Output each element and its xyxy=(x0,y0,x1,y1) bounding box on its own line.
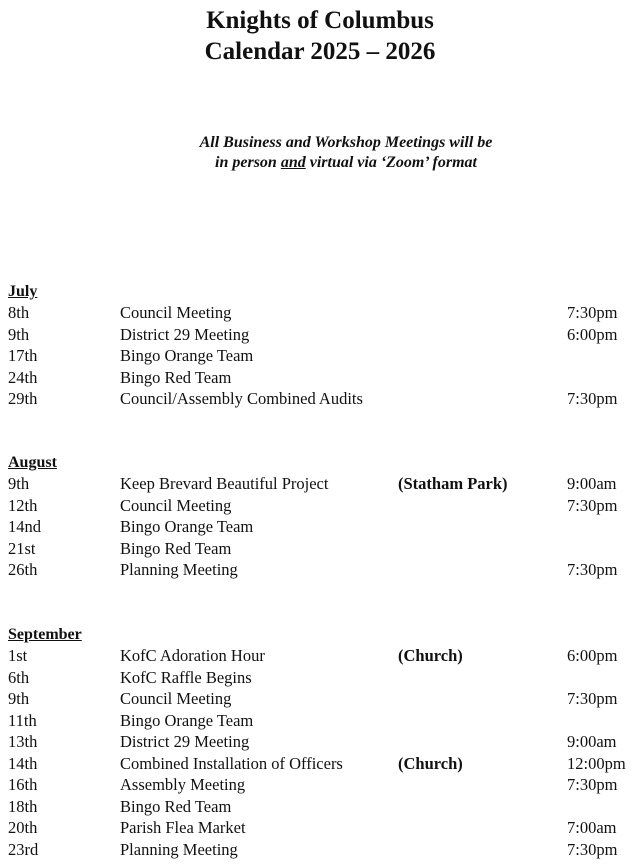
event-title: Bingo Orange Team xyxy=(120,346,254,365)
event-row xyxy=(8,473,638,495)
event-time: 7:30pm xyxy=(567,689,618,708)
event-title: Planning Meeting xyxy=(120,560,238,579)
month-heading: September xyxy=(8,626,82,643)
event-title: Combined Installation of Officers xyxy=(120,753,343,773)
event-time: 9:00am xyxy=(567,732,617,751)
event-location: (Church) xyxy=(398,646,463,665)
month-heading: August xyxy=(8,454,57,471)
event-title: Council Meeting xyxy=(120,303,232,322)
event-time: 7:30pm xyxy=(567,389,618,408)
event-date: 24th xyxy=(8,367,38,387)
event-row xyxy=(8,645,638,667)
meeting-note-line1: All Business and Workshop Meetings will be xyxy=(199,134,493,151)
event-date: 9th xyxy=(8,474,30,493)
event-date: 12th xyxy=(8,495,38,515)
event-row xyxy=(8,388,638,410)
month-section-august xyxy=(8,453,638,581)
document-subtitle: Calendar 2025 – 2026 xyxy=(204,38,436,65)
event-title: Council/Assembly Combined Audits xyxy=(120,389,363,408)
event-title: Council Meeting xyxy=(120,689,232,708)
event-row xyxy=(8,753,638,775)
event-date: 17th xyxy=(8,346,38,365)
meeting-note-post: virtual via ‘Zoom’ format xyxy=(305,154,477,171)
event-date: 26th xyxy=(8,560,38,579)
event-date: 18th xyxy=(8,796,38,816)
event-date: 13th xyxy=(8,732,38,751)
event-row xyxy=(8,774,638,796)
event-date: 21st xyxy=(8,538,36,558)
event-time: 7:30pm xyxy=(567,560,618,579)
event-date: 8th xyxy=(8,303,30,322)
event-title: District 29 Meeting xyxy=(120,732,250,751)
event-row xyxy=(8,731,638,753)
event-row xyxy=(8,688,638,710)
event-date: 14th xyxy=(8,753,38,773)
event-time: 9:00am xyxy=(567,474,617,493)
event-title: Bingo Red Team xyxy=(120,796,232,816)
event-title: Bingo Orange Team xyxy=(120,710,254,730)
event-date: 9th xyxy=(8,689,30,708)
month-section-september xyxy=(8,625,638,860)
event-row xyxy=(8,324,638,346)
event-row xyxy=(8,345,638,367)
event-time: 6:00pm xyxy=(567,646,618,665)
meeting-note-line2 xyxy=(0,152,640,173)
event-row xyxy=(8,516,638,538)
event-title: Parish Flea Market xyxy=(120,818,246,837)
event-title: Bingo Red Team xyxy=(120,367,232,387)
event-date: 29th xyxy=(8,389,38,408)
event-row xyxy=(8,667,638,689)
meeting-note-pre: in person xyxy=(215,154,281,171)
event-title: KofC Adoration Hour xyxy=(120,646,265,665)
event-row xyxy=(8,710,638,732)
event-title: KofC Raffle Begins xyxy=(120,667,252,687)
event-time: 7:30pm xyxy=(567,303,618,322)
event-date: 11th xyxy=(8,710,37,730)
month-section-july xyxy=(8,282,638,410)
event-time: 7:30pm xyxy=(567,775,618,794)
event-location: (Statham Park) xyxy=(398,474,508,493)
event-date: 14nd xyxy=(8,517,41,536)
event-title: Planning Meeting xyxy=(120,839,238,859)
event-date: 23rd xyxy=(8,839,39,859)
event-title: Council Meeting xyxy=(120,495,232,515)
event-time: 7:30pm xyxy=(567,495,618,515)
event-row xyxy=(8,367,638,389)
event-row xyxy=(8,538,638,560)
meeting-note-emphasis: and xyxy=(280,154,306,171)
event-title: Assembly Meeting xyxy=(120,775,246,794)
event-time: 7:00am xyxy=(567,818,617,837)
event-date: 9th xyxy=(8,324,30,344)
event-time: 6:00pm xyxy=(567,324,618,344)
event-date: 6th xyxy=(8,667,30,687)
event-row xyxy=(8,495,638,517)
event-row xyxy=(8,796,638,818)
event-title: Bingo Orange Team xyxy=(120,517,254,536)
event-row xyxy=(8,559,638,581)
event-title: District 29 Meeting xyxy=(120,324,250,344)
event-row xyxy=(8,839,638,861)
event-date: 16th xyxy=(8,775,38,794)
event-row xyxy=(8,302,638,324)
document-title: Knights of Columbus xyxy=(206,7,434,34)
event-title: Keep Brevard Beautiful Project xyxy=(120,474,329,493)
event-row xyxy=(8,817,638,839)
event-time: 12:00pm xyxy=(567,753,626,773)
event-date: 1st xyxy=(8,646,28,665)
month-heading: July xyxy=(8,283,38,300)
event-location: (Church) xyxy=(398,753,463,773)
event-time: 7:30pm xyxy=(567,839,618,859)
event-date: 20th xyxy=(8,818,38,837)
event-title: Bingo Red Team xyxy=(120,538,232,558)
